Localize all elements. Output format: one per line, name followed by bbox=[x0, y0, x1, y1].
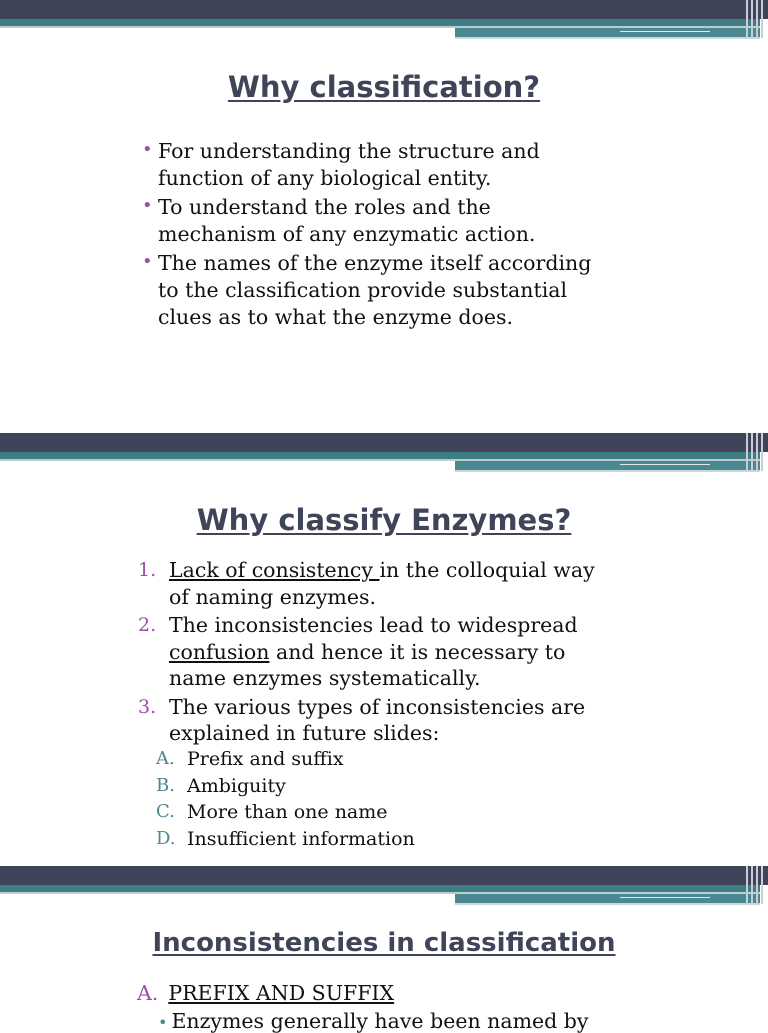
bullet-line: clues as to what the enzyme does. bbox=[158, 305, 514, 329]
bullet-icon: • bbox=[158, 1013, 168, 1032]
list-item bbox=[138, 557, 595, 610]
underlined-text: confusion bbox=[169, 639, 270, 664]
list-item bbox=[142, 138, 591, 192]
list-letter: D. bbox=[156, 827, 176, 849]
item-text: and hence it is necessary to bbox=[269, 639, 566, 664]
numbered-list bbox=[138, 557, 595, 749]
bullet-line: To understand the roles and the bbox=[158, 195, 491, 219]
item-text: in the colloquial way bbox=[379, 558, 595, 582]
list-letter: A. bbox=[156, 748, 175, 769]
list-item bbox=[156, 773, 415, 800]
list-number: 3. bbox=[138, 695, 157, 718]
bullet-line: For understanding the structure and bbox=[158, 139, 540, 163]
list-item bbox=[156, 746, 415, 773]
section-heading bbox=[137, 981, 394, 1005]
bullet-icon: • bbox=[142, 195, 153, 216]
lettered-list bbox=[156, 746, 415, 852]
bullet-item bbox=[158, 1009, 589, 1033]
underlined-text: Lack of consistency bbox=[169, 558, 380, 582]
list-letter: B. bbox=[156, 774, 175, 796]
bullet-list bbox=[142, 138, 591, 333]
bullet-text: Enzymes generally have been named by bbox=[171, 1009, 589, 1033]
bullet-line: to the classification provide substantial bbox=[158, 278, 568, 302]
item-text: explained in future slides: bbox=[169, 721, 440, 745]
slide-title: Why classify Enzymes? bbox=[196, 503, 572, 537]
slide-title: Why classification? bbox=[227, 70, 541, 104]
item-text: More than one name bbox=[187, 801, 388, 823]
bullet-line: mechanism of any enzymatic action. bbox=[158, 222, 536, 246]
bullet-line: The names of the enzyme itself according bbox=[158, 251, 592, 275]
slide-header-band bbox=[0, 0, 768, 40]
bullet-icon: • bbox=[142, 139, 153, 160]
bullet-line: function of any biological entity. bbox=[158, 166, 492, 190]
list-number: 1. bbox=[138, 559, 157, 581]
list-item bbox=[156, 799, 415, 826]
slide-1 bbox=[0, 0, 768, 432]
item-text: name enzymes systematically. bbox=[169, 666, 481, 690]
section-title: PREFIX AND SUFFIX bbox=[168, 981, 395, 1005]
slide-title: Inconsistencies in classification bbox=[152, 928, 616, 958]
item-text: Insufficient information bbox=[187, 827, 415, 850]
item-text: The various types of inconsistencies are bbox=[169, 694, 586, 719]
list-number: 2. bbox=[138, 614, 157, 636]
item-text: of naming enzymes. bbox=[169, 584, 377, 609]
item-text: The inconsistencies lead to widespread bbox=[169, 613, 578, 637]
list-item bbox=[142, 250, 591, 331]
list-item bbox=[138, 694, 595, 747]
list-item bbox=[156, 826, 415, 853]
list-item bbox=[138, 612, 595, 692]
slide-header-band bbox=[0, 866, 768, 906]
item-text: Prefix and suffix bbox=[187, 748, 344, 770]
list-letter: C. bbox=[156, 801, 175, 822]
bullet-icon: • bbox=[142, 251, 153, 272]
section-letter: A. bbox=[137, 981, 159, 1005]
list-item bbox=[142, 194, 591, 248]
item-text: Ambiguity bbox=[187, 774, 286, 797]
slide-header-band bbox=[0, 433, 768, 473]
